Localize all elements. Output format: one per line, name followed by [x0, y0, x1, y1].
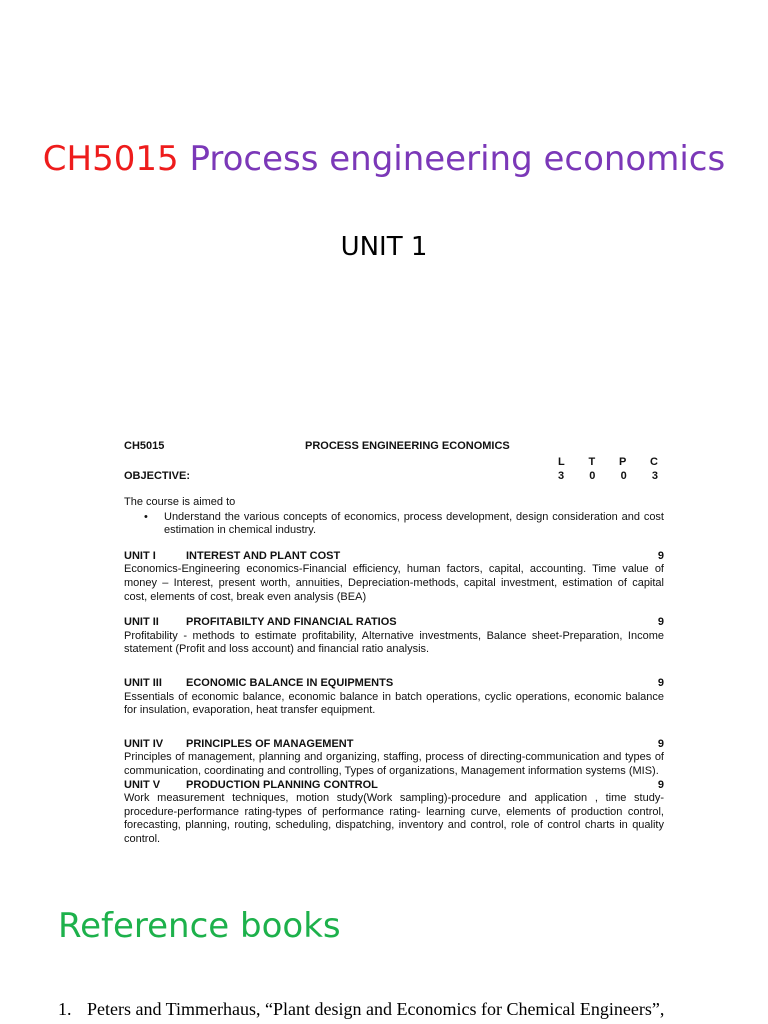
unit-hours: 9: [657, 616, 664, 629]
ltpc-value-l: 3: [558, 470, 565, 482]
unit-id: UNIT I: [124, 549, 156, 562]
ltpc-label-p: P: [618, 456, 627, 468]
course-code: CH5015: [42, 139, 179, 179]
objective-bullet-text: Understand the various concepts of economics, process development, design consideration and cost estimation in chemical industry.: [164, 510, 664, 537]
unit-header: [124, 738, 664, 752]
unit-title: INTEREST AND PLANT COST: [186, 549, 341, 562]
unit-title: ECONOMIC BALANCE IN EQUIPMENTS: [186, 676, 394, 689]
ltpc-value-p: 0: [620, 470, 627, 482]
unit-block: [124, 616, 664, 657]
unit-title: PRINCIPLES OF MANAGEMENT: [186, 737, 354, 750]
reference-list: [58, 998, 758, 1020]
unit-heading: UNIT 1: [340, 232, 428, 262]
unit-title: PRODUCTION PLANNING CONTROL: [186, 778, 378, 791]
unit-content: Principles of management, planning and organizing, staffing, process of directing-communication and types of communication, coordinating and controlling, Types of organizations, Management information systems (MIS).: [124, 751, 664, 777]
unit-header: [124, 616, 664, 630]
syllabus-title: PROCESS ENGINEERING ECONOMICS: [305, 440, 510, 452]
syllabus-image: [124, 440, 664, 846]
unit-header: [124, 779, 664, 793]
unit-id: UNIT IV: [124, 737, 164, 750]
ltpc-labels: [558, 456, 658, 470]
reference-heading: Reference books: [58, 906, 341, 946]
objective-bullet: [144, 511, 664, 538]
ltpc-label-c: C: [650, 456, 658, 468]
unit-block: [124, 779, 664, 847]
unit-block: [124, 738, 664, 779]
ltpc-label-l: L: [558, 456, 565, 468]
objective-row: [124, 456, 664, 486]
unit-block: [124, 550, 664, 604]
ltpc-label-t: T: [588, 456, 596, 468]
unit-hours: 9: [657, 676, 664, 689]
unit-content: Work measurement techniques, motion study(Work sampling)-procedure and application , time study-procedure-performance rating-types of performance rating- learning curve, elements of production control, forecasting, planning, routing, scheduling, dispatching, inventory and control, role of control charts in quality control.: [124, 792, 664, 845]
syllabus-header: [124, 440, 664, 456]
course-name: Process engineering economics: [189, 139, 726, 179]
ltpc-value-t: 0: [589, 470, 596, 482]
ltpc-values: [558, 470, 658, 484]
syllabus-code: CH5015: [124, 440, 165, 452]
unit-content: Economics-Engineering economics-Financial efficiency, human factors, capital, accounting. Time value of money – Interest, present worth, annuities, Depreciation-methods, capital investment, estimation of capital cost, elements of cost, break even analysis (BEA): [124, 563, 664, 603]
objective-intro: The course is aimed to: [124, 496, 236, 508]
ltpc-value-c: 3: [651, 470, 658, 482]
unit-header: [124, 550, 664, 564]
unit-hours: 9: [657, 549, 664, 562]
unit-id: UNIT V: [124, 778, 161, 791]
bullet-icon: •: [144, 510, 148, 523]
reference-item: [58, 998, 758, 1020]
objective-label: OBJECTIVE:: [124, 470, 191, 482]
unit-block: [124, 677, 664, 718]
reference-text: Peters and Timmerhaus, “Plant design and Economics for Chemical Engineers”,: [87, 999, 665, 1019]
unit-header: [124, 677, 664, 691]
unit-title: PROFITABILTY AND FINANCIAL RATIOS: [186, 616, 397, 629]
slide-title: [0, 140, 768, 178]
unit-id: UNIT III: [124, 676, 162, 689]
unit-content: Profitability - methods to estimate profitability, Alternative investments, Balance sheet-Preparation, Income statement (Profit and loss account) and financial ratio analysis.: [124, 629, 664, 656]
reference-number: 1.: [58, 999, 72, 1019]
unit-hours: 9: [657, 737, 664, 750]
unit-content: Essentials of economic balance, economic balance in batch operations, cyclic operations, economic balance for insulation, evaporation, heat transfer equipment.: [124, 690, 664, 717]
unit-hours: 9: [657, 778, 664, 791]
unit-id: UNIT II: [124, 616, 159, 629]
